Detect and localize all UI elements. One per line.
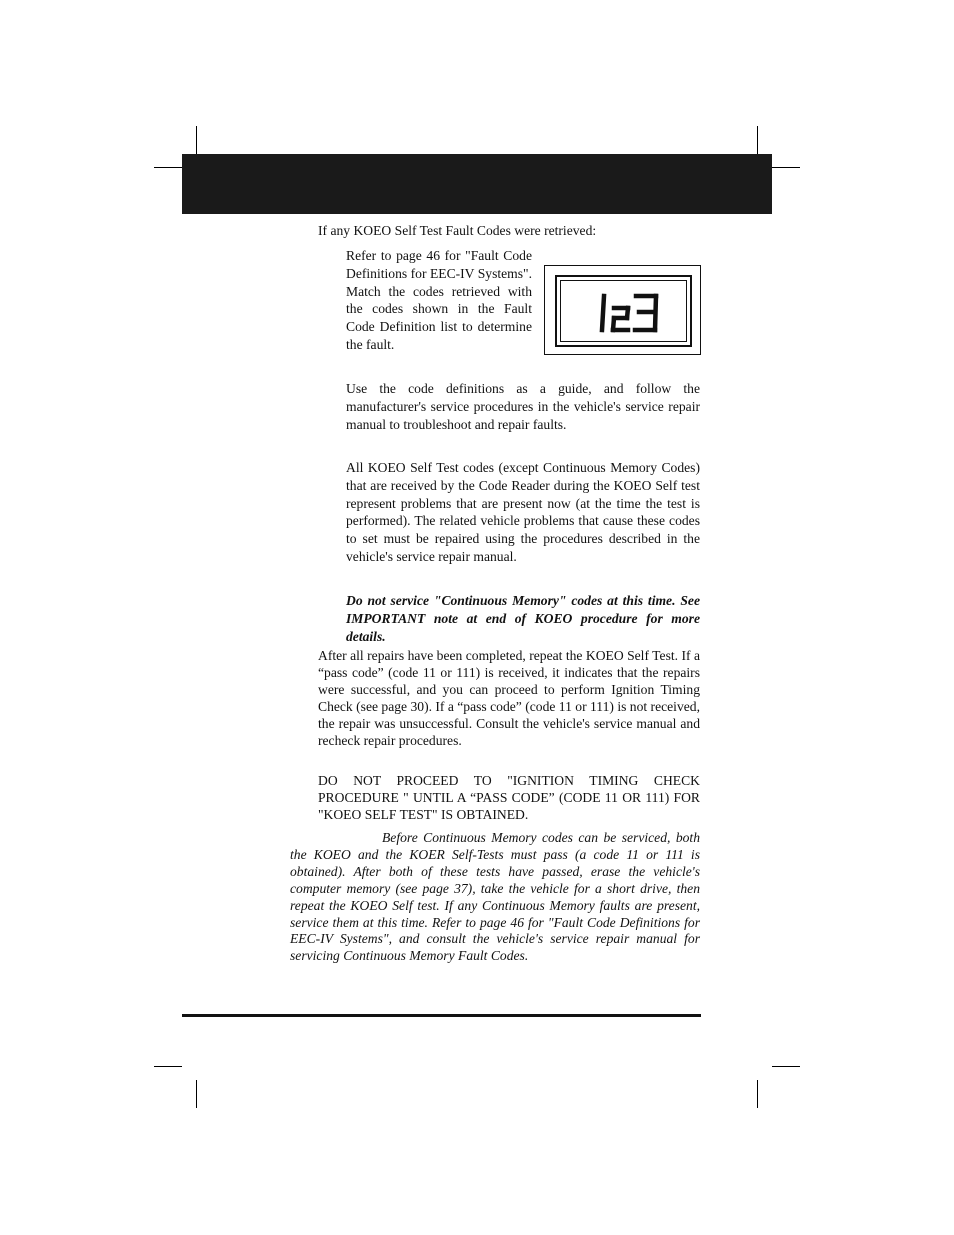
do-not-proceed-note: DO NOT PROCEED TO "IGNITION TIMING CHECK PROCEDURE " UNTIL A “PASS CODE” (CODE 11 OR 111) FOR "KOEO SELF TEST" IS OBTAINED. <box>318 773 700 822</box>
koeo-codes-paragraph: All KOEO Self Test codes (except Continuous Memory Codes) that are received by the Code Reader during the KOEO Self test represent problems that are present now (at the time the test is performed). The related vehicle problems that cause these codes to set must be repaired using the procedures described in the vehicle's service repair manual. <box>346 460 700 564</box>
intro-text: If any KOEO Self Test Fault Codes were retrieved: <box>318 223 597 238</box>
crop-mark <box>154 167 182 168</box>
repeat-test-paragraph: After all repairs have been completed, repeat the KOEO Self Test. If a “pass code” (code 11 or 111) is received, it indicates that the repairs were successful, and you can proceed to perform Ignition Timing Check (see page 30). If a “pass code” (code 11 or 111) is not received, the repair was unsuccessful. Consult the vehicle's service manual and recheck repair procedures. <box>318 648 700 748</box>
crop-mark <box>772 167 800 168</box>
lcd-digits <box>590 290 662 336</box>
important-note: Before Continuous Memory codes can be serviced, both the KOEO and the KOER Self-Tests must pass (a code 11 or 111 is obtained). After both of these tests have passed, erase the vehicle's computer memory (see page 37), take the vehicle for a short drive, then repeat the KOEO Self test. If any Continuous Memory faults are present, service them at this time. Refer to page 46 for "Fault Code Definitions for EEC-IV Systems", and consult the vehicle's service repair manual for servicing Continuous Memory Fault Codes. <box>290 830 700 964</box>
fault-code-reference-paragraph: Refer to page 46 for "Fault Code Definitions for EEC-IV Systems". Match the codes retrieved with the codes shown in the Fault Code Definition list to determine the fault. <box>346 248 532 352</box>
code-definition-guide-paragraph: Use the code definitions as a guide, and follow the manufacturer's service procedures in the vehicle's service repair manual to troubleshoot and repair faults. <box>346 381 700 432</box>
crop-mark <box>757 126 758 154</box>
crop-mark <box>772 1066 800 1067</box>
crop-mark <box>196 126 197 154</box>
continuous-memory-warning: Do not service "Continuous Memory" codes at this time. See IMPORTANT note at end of KOEO procedure for more details. <box>346 593 700 644</box>
header-bar <box>182 154 772 214</box>
crop-mark <box>196 1080 197 1108</box>
crop-mark <box>154 1066 182 1067</box>
crop-mark <box>757 1080 758 1108</box>
footer-rule <box>182 1014 701 1017</box>
